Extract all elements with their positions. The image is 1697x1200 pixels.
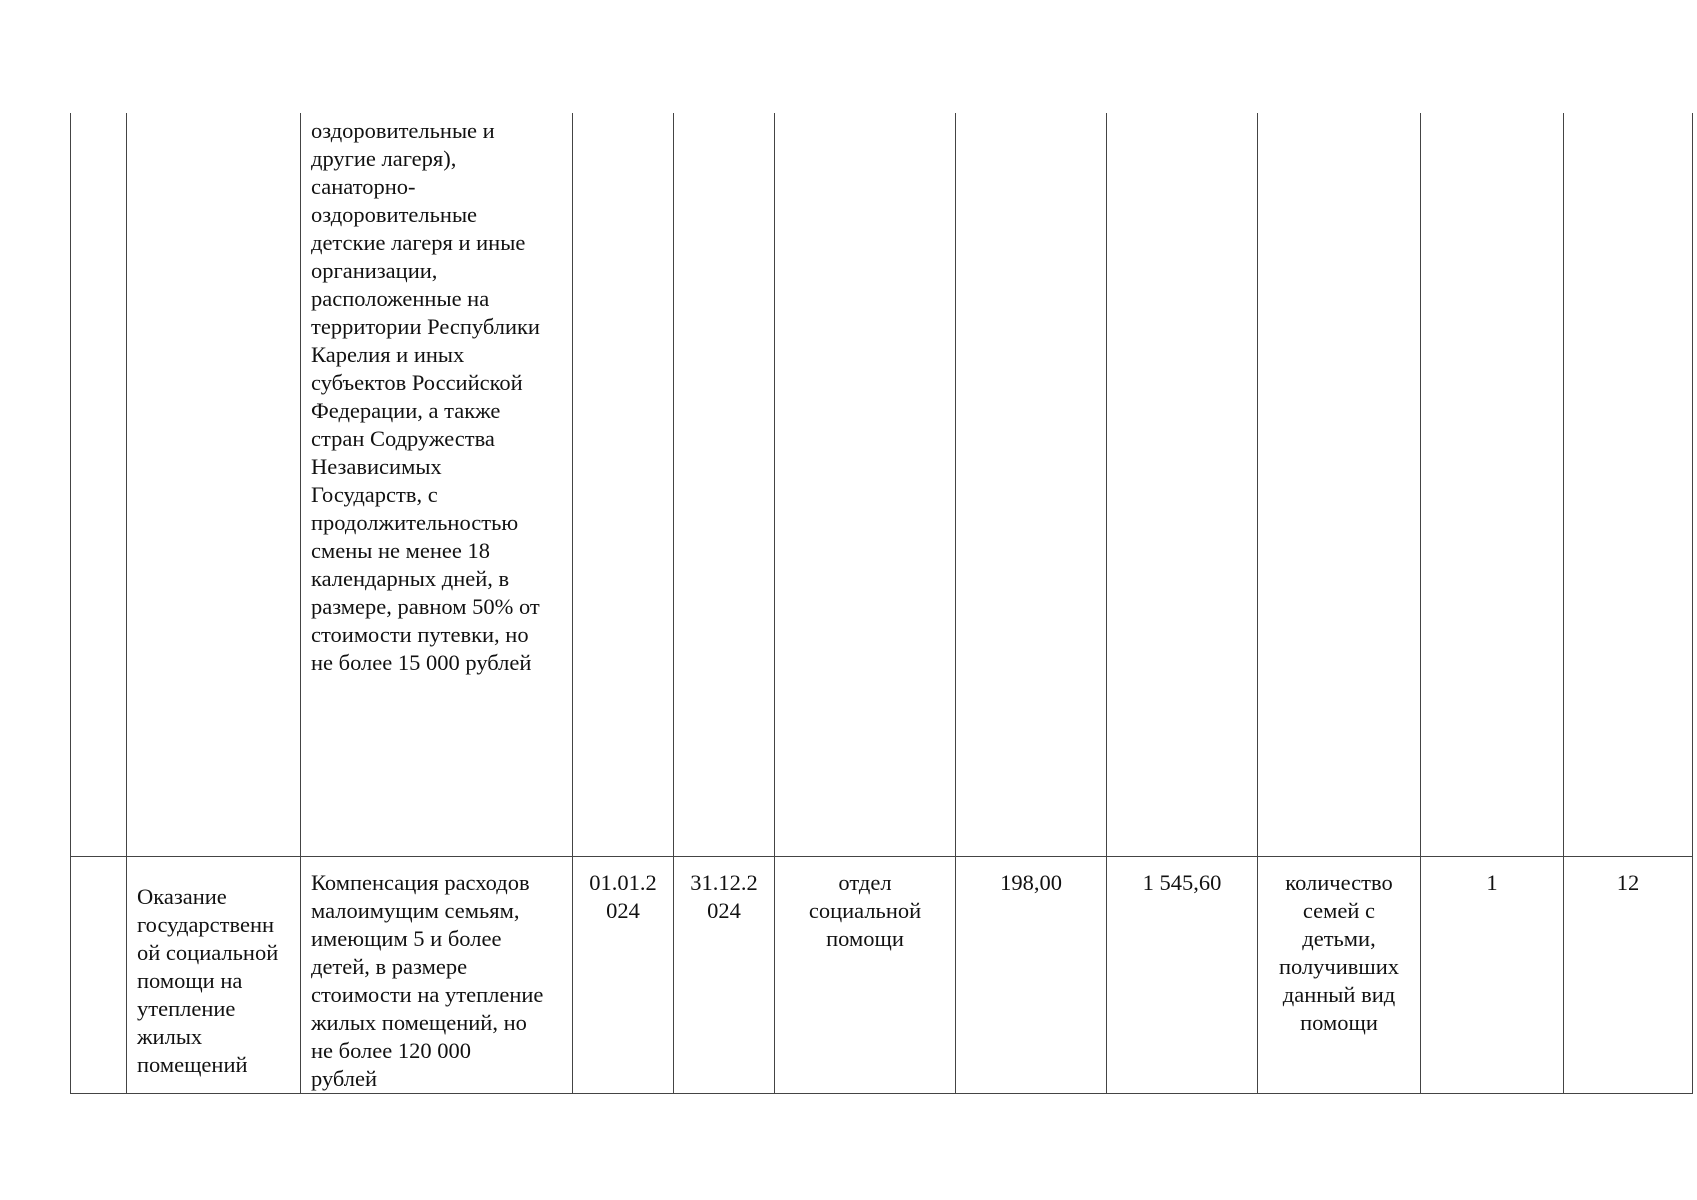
row-number: [71, 857, 126, 869]
amount-2: 1 545,60: [1142, 870, 1222, 895]
cell-value-2: [1564, 113, 1693, 857]
cell-value-1: [1421, 113, 1564, 857]
value-2: 12: [1616, 870, 1640, 895]
cell-indicator: [1258, 113, 1421, 857]
end-date: 31.12.2 024: [690, 870, 758, 923]
cell-responsible: [775, 857, 956, 1094]
cell-amount-2: [1107, 857, 1258, 1094]
start-date: 01.01.2 024: [589, 870, 657, 923]
indicator-text: количество семей с детьми, получивших данный вид помощи: [1278, 870, 1400, 1035]
cell-description: [301, 857, 573, 1094]
measure-name: Оказание государственн ой социальной помощи на утепление жилых помещений: [137, 884, 279, 1077]
amount-1: 198,00: [1000, 870, 1062, 895]
cell-value-2: [1564, 857, 1693, 1094]
cell-description: [301, 113, 573, 857]
cell-name: [127, 857, 301, 1094]
description-text: Компенсация расходов малоимущим семьям, имеющим 5 и более детей, в размере стоимости на утепление жилых помещений, но не более 120 000 рублей: [311, 870, 544, 1091]
cell-number: [71, 113, 127, 857]
cell-start-date: [573, 857, 674, 1094]
value-1: 1: [1486, 870, 1498, 895]
cell-value-1: [1421, 857, 1564, 1094]
cell-end-date: [674, 857, 775, 1094]
table-row-continued: [71, 113, 1693, 857]
cell-number: [71, 857, 127, 1094]
cell-amount-1: [956, 113, 1107, 857]
cell-start-date: [573, 113, 674, 857]
cell-responsible: [775, 113, 956, 857]
cell-indicator: [1258, 857, 1421, 1094]
cell-name: [127, 113, 301, 857]
description-text: оздоровительные и другие лагеря), санаторно- оздоровительные детские лагеря и иные организации, расположенные на территории Республики Карелия и иных субъектов Российской Федерации, а также стран Содружества Независимых Государств, с продолжительностью смены не менее 18 календарных дней, в размере, равном 50% от стоимости путевки, но не более 15 000 рублей: [311, 118, 540, 675]
table-row: [71, 857, 1693, 1094]
program-table: [70, 113, 1693, 1094]
cell-end-date: [674, 113, 775, 857]
cell-amount-2: [1107, 113, 1258, 857]
cell-amount-1: [956, 857, 1107, 1094]
responsible-department: отдел социальной помощи: [808, 870, 922, 951]
